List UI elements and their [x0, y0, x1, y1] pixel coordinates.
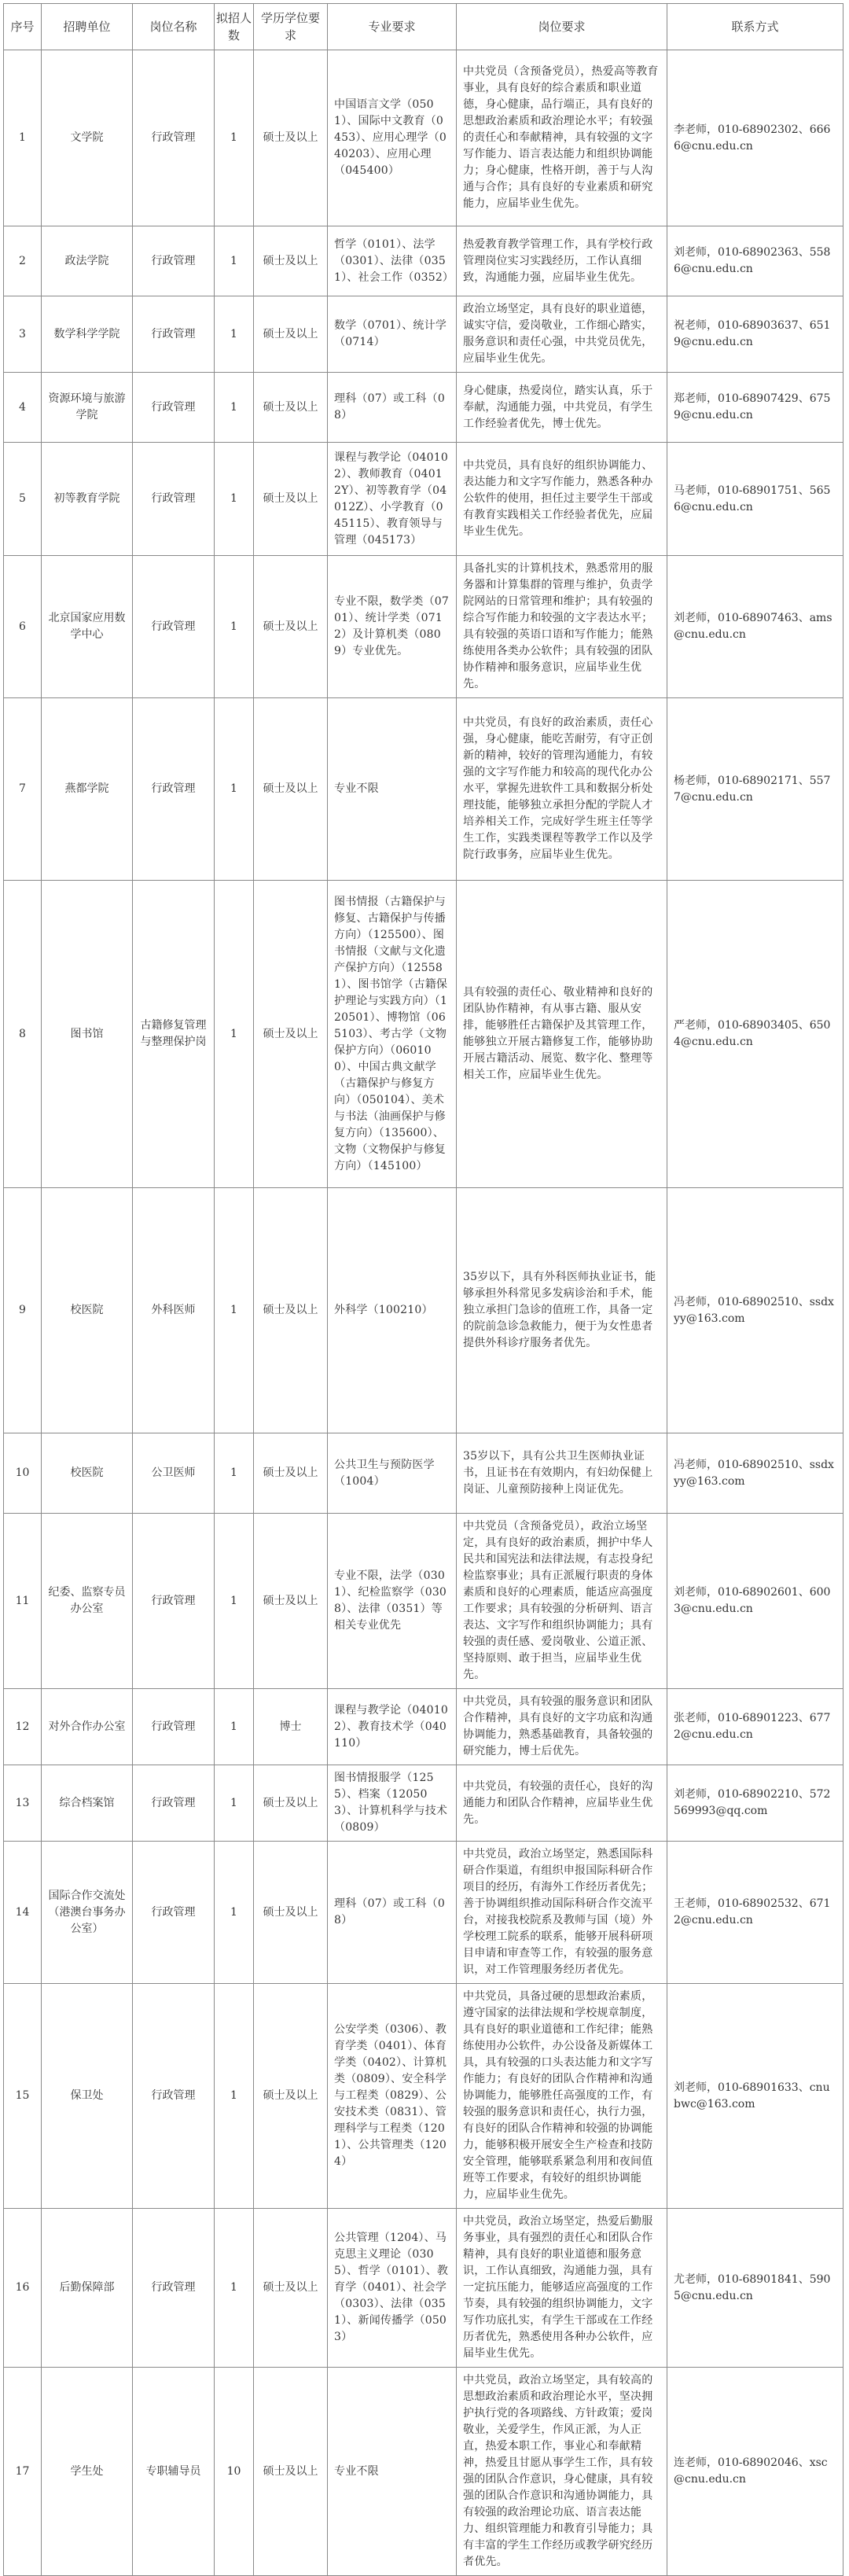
cell-count: 1	[215, 1842, 254, 1984]
cell-requirement: 35岁以下，具有公共卫生医师执业证书，且证书在有效期内，有妇幼保健上岗证、儿童预防接种上岗证优先。	[457, 1433, 667, 1514]
cell-count: 1	[215, 1984, 254, 2209]
cell-seq: 8	[4, 881, 42, 1188]
cell-seq: 15	[4, 1984, 42, 2209]
cell-seq: 7	[4, 698, 42, 881]
cell-contact: 刘老师，010-68907463、ams@cnu.edu.cn	[667, 556, 843, 698]
cell-major: 哲学（0101）、法学（0301）、法律（0351）、社会工作（0352）	[328, 226, 457, 296]
cell-contact: 郑老师，010-68907429、6759@cnu.edu.cn	[667, 373, 843, 443]
cell-education: 硕士及以上	[254, 1188, 328, 1433]
cell-seq: 11	[4, 1514, 42, 1689]
cell-requirement: 具备扎实的计算机技术，熟悉常用的服务器和计算集群的管理与维护，负责学院网站的日常管理和维护；具有较强的综合写作能力和较强的文字表达水平；具有较强的英语口语和写作能力；能熟练使用各类办公软件；具有较强的团队协作精神和服务意识，应届毕业生优先。	[457, 556, 667, 698]
cell-education: 硕士及以上	[254, 1765, 328, 1842]
cell-contact: 刘老师，010-68901633、cnubwc@163.com	[667, 1984, 843, 2209]
cell-position: 行政管理	[133, 698, 215, 881]
cell-major: 公共卫生与预防医学（1004）	[328, 1433, 457, 1514]
cell-requirement: 中共党员，政治立场坚定，热爱后勤服务事业，具有强烈的责任心和团队合作精神，具有良好的职业道德和服务意识，工作认真细致，沟通能力强，具有一定抗压能力，能够适应高强度的工作节奏，具有较强的组织协调能力，文字写作功底扎实，有学生干部或在工作经历者优先，熟悉使用各种办公软件，应届毕业生优先。	[457, 2209, 667, 2368]
cell-requirement: 中共党员，政治立场坚定，熟悉国际科研合作渠道，有组织申报国际科研合作项目的经历，有海外工作经历者优先；善于协调组织推动国际科研合作交流平台，对接我校院系及教师与国（境）外学校理工院系的联系，能够开展科研项目申请和审查等工作，有较强的服务意识，对工作管理服务经历者优先。	[457, 1842, 667, 1984]
cell-requirement: 中共党员，政治立场坚定，具有较高的思想政治素质和政治理论水平，坚决拥护执行党的各项路线、方针政策；爱岗敬业，关爱学生，作风正派，为人正直，热爱本职工作，事业心和奉献精神，热爱且甘愿从事学生工作，具有较强的团队合作意识，身心健康，具有较强的团队合作意识和沟通协调能力，具有较强的政治理论功底、语言表达能力、组织管理能力和教育引导能力；具有丰富的学生工作经历或教学研究经历者优先。	[457, 2368, 667, 2576]
cell-major: 公共管理（1204）、马克思主义理论（0305）、哲学（0101）、教育学（0401）、社会学（0303）、法律（0351）、新闻传播学（0503）	[328, 2209, 457, 2368]
header-count: 拟招人数	[215, 4, 254, 50]
cell-count: 1	[215, 443, 254, 556]
cell-position: 行政管理	[133, 373, 215, 443]
cell-major: 中国语言文学（0501）、国际中文教育（0453）、应用心理学（040203）、应用心理（045400）	[328, 50, 457, 226]
cell-seq: 13	[4, 1765, 42, 1842]
cell-position: 行政管理	[133, 443, 215, 556]
cell-seq: 3	[4, 296, 42, 373]
cell-unit: 数学科学学院	[42, 296, 133, 373]
cell-seq: 10	[4, 1433, 42, 1514]
cell-unit: 资源环境与旅游学院	[42, 373, 133, 443]
cell-education: 硕士及以上	[254, 50, 328, 226]
cell-major: 课程与教学论（040102）、教师教育（04012Y）、初等教育学（04012Z）、小学教育（045115）、教育领导与管理（045173）	[328, 443, 457, 556]
cell-contact: 马老师，010-68901751、5656@cnu.edu.cn	[667, 443, 843, 556]
cell-major: 专业不限	[328, 698, 457, 881]
cell-contact: 杨老师，010-68902171、5577@cnu.edu.cn	[667, 698, 843, 881]
cell-requirement: 中共党员，有良好的政治素质，责任心强，身心健康，能吃苦耐劳，有守正创新的精神，较好的管理沟通能力，有较强的文字写作能力和较高的现代化办公水平，掌握先进软件工具和数据分析处理技能，能够独立承担分配的学院人才培养相关工作，完成好学生班主任等学生工作，实践类课程等教学工作以及学院行政事务，应届毕业生优先。	[457, 698, 667, 881]
cell-contact: 刘老师，010-68902210、572569993@qq.com	[667, 1765, 843, 1842]
table-header-row	[4, 4, 843, 50]
cell-education: 硕士及以上	[254, 1842, 328, 1984]
cell-major: 专业不限，法学（0301）、纪检监察学（0308）、法律（0351）等相关专业优先	[328, 1514, 457, 1689]
cell-unit: 学生处	[42, 2368, 133, 2576]
cell-position: 行政管理	[133, 1842, 215, 1984]
cell-count: 1	[215, 1765, 254, 1842]
cell-position: 行政管理	[133, 2209, 215, 2368]
table-row	[4, 881, 843, 1188]
cell-education: 硕士及以上	[254, 556, 328, 698]
cell-major: 外科学（100210）	[328, 1188, 457, 1433]
cell-unit: 初等教育学院	[42, 443, 133, 556]
cell-education: 硕士及以上	[254, 1984, 328, 2209]
cell-position: 行政管理	[133, 50, 215, 226]
cell-position: 行政管理	[133, 1514, 215, 1689]
header-seq: 序号	[4, 4, 42, 50]
cell-unit: 综合档案馆	[42, 1765, 133, 1842]
cell-unit: 图书馆	[42, 881, 133, 1188]
header-education: 学历学位要求	[254, 4, 328, 50]
cell-seq: 16	[4, 2209, 42, 2368]
cell-unit: 政法学院	[42, 226, 133, 296]
cell-major: 理科（07）或工科（08）	[328, 1842, 457, 1984]
cell-requirement: 中共党员，具有较强的服务意识和团队合作精神，具有良好的文字功底和沟通协调能力，熟悉基础教育，具备较强的研究能力，博士后优先。	[457, 1689, 667, 1765]
table-row	[4, 698, 843, 881]
cell-count: 1	[215, 2209, 254, 2368]
cell-seq: 5	[4, 443, 42, 556]
cell-requirement: 中共党员，具备过硬的思想政治素质，遵守国家的法律法规和学校规章制度，具有良好的职业道德和工作纪律；能熟练使用办公软件，办公设备及新媒体工具，具有较强的口头表达能力和文字写作能力；有良好的团队合作精神和沟通协调能力，能够胜任高强度的工作，有较强的服务意识和责任心，执行力强，有良好的团队合作精神和较强的协调能力，能够积极开展安全生产检查和技防安全管理，能够联系紧急利用和夜间值班等工作要求，有较好的组织协调能力，应届毕业生优先。	[457, 1984, 667, 2209]
cell-count: 10	[215, 2368, 254, 2576]
cell-position: 公卫医师	[133, 1433, 215, 1514]
header-position: 岗位名称	[133, 4, 215, 50]
cell-contact: 连老师，010-68902046、xsc@cnu.edu.cn	[667, 2368, 843, 2576]
cell-contact: 刘老师，010-68902601、6003@cnu.edu.cn	[667, 1514, 843, 1689]
cell-unit: 对外合作办公室	[42, 1689, 133, 1765]
cell-requirement: 具有较强的责任心、敬业精神和良好的团队协作精神，有从事古籍、服从安排，能够胜任古籍保护及其管理工作，能够独立开展古籍修复工作，能够协助开展古籍活动、展览、数字化、整理等相关工作，应届毕业生优先。	[457, 881, 667, 1188]
cell-contact: 李老师，010-68902302、6666@cnu.edu.cn	[667, 50, 843, 226]
cell-major: 课程与教学论（040102）、教育技术学（040110）	[328, 1689, 457, 1765]
cell-seq: 17	[4, 2368, 42, 2576]
cell-unit: 保卫处	[42, 1984, 133, 2209]
table-row	[4, 50, 843, 226]
cell-education: 硕士及以上	[254, 2209, 328, 2368]
table-row	[4, 443, 843, 556]
cell-education: 硕士及以上	[254, 881, 328, 1188]
header-contact: 联系方式	[667, 4, 843, 50]
table-row	[4, 1433, 843, 1514]
cell-requirement: 35岁以下，具有外科医师执业证书，能够承担外科常见多发病诊治和手术，能独立承担门急诊的值班工作，具备一定的院前急诊急救能力，便于为女性患者提供外科诊疗服务者优先。	[457, 1188, 667, 1433]
cell-contact: 张老师，010-68901223、6772@cnu.edu.cn	[667, 1689, 843, 1765]
cell-unit: 燕都学院	[42, 698, 133, 881]
cell-major: 图书情报（古籍保护与修复、古籍保护与传播方向）（125500）、图书情报（文献与文化遗产保护方向）（125581）、图书馆学（古籍保护理论与实践方向）（120501）、博物馆（065103）、考古学（文物保护方向）（060100）、中国古典文献学（古籍保护与修复方向）（050104）、美术与书法（油画保护与修复方向）（135600）、文物（文物保护与修复方向）（145100）	[328, 881, 457, 1188]
table-row	[4, 373, 843, 443]
cell-major: 数学（0701）、统计学（0714）	[328, 296, 457, 373]
cell-requirement: 中共党员，具有良好的组织协调能力、表达能力和文字写作能力，熟悉各种办公软件的使用，担任过主要学生干部或有教育实践相关工作经验者优先，应届毕业生优先。	[457, 443, 667, 556]
cell-education: 硕士及以上	[254, 443, 328, 556]
cell-major: 专业不限，数学类（0701）、统计学类（0712）及计算机类（0809）专业优先。	[328, 556, 457, 698]
cell-unit: 校医院	[42, 1433, 133, 1514]
cell-major: 理科（07）或工科（08）	[328, 373, 457, 443]
table-row	[4, 1765, 843, 1842]
cell-education: 硕士及以上	[254, 1514, 328, 1689]
header-unit: 招聘单位	[42, 4, 133, 50]
cell-education: 硕士及以上	[254, 2368, 328, 2576]
cell-unit: 北京国家应用数学中心	[42, 556, 133, 698]
cell-position: 专职辅导员	[133, 2368, 215, 2576]
cell-education: 博士	[254, 1689, 328, 1765]
table-row	[4, 2209, 843, 2368]
cell-unit: 后勤保障部	[42, 2209, 133, 2368]
cell-count: 1	[215, 1188, 254, 1433]
cell-unit: 国际合作交流处（港澳台事务办公室）	[42, 1842, 133, 1984]
cell-position: 行政管理	[133, 226, 215, 296]
cell-major: 图书情报服学（1255）、档案（120503）、计算机科学与技术（0809）	[328, 1765, 457, 1842]
recruitment-table	[3, 3, 843, 2576]
table-row	[4, 1842, 843, 1984]
cell-major: 专业不限	[328, 2368, 457, 2576]
table-row	[4, 296, 843, 373]
cell-count: 1	[215, 373, 254, 443]
cell-requirement: 中共党员（含预备党员），热爱高等教育事业，具有良好的综合素质和职业道德，身心健康，品行端正，具有良好的思想政治素质和政治理论水平；有较强的责任心和奉献精神，具有较强的文字写作能力、语言表达能力和组织协调能力；身心健康，性格开朗，善于与人沟通与合作；具有良好的专业素质和研究能力，应届毕业生优先。	[457, 50, 667, 226]
cell-education: 硕士及以上	[254, 698, 328, 881]
cell-unit: 文学院	[42, 50, 133, 226]
table-row	[4, 1689, 843, 1765]
cell-contact: 王老师，010-68902532、6712@cnu.edu.cn	[667, 1842, 843, 1984]
cell-seq: 6	[4, 556, 42, 698]
cell-requirement: 中共党员，有较强的责任心，良好的沟通能力和团队合作精神，应届毕业生优先。	[457, 1765, 667, 1842]
cell-contact: 刘老师，010-68902363、5586@cnu.edu.cn	[667, 226, 843, 296]
table-row	[4, 556, 843, 698]
cell-major: 公安学类（0306）、教育学类（0401）、体育学类（0402）、计算机类（0809）、安全科学与工程类（0829）、公安技术类（0831）、管理科学与工程类（1201）、公共管理类（1204）	[328, 1984, 457, 2209]
cell-education: 硕士及以上	[254, 226, 328, 296]
table-row	[4, 1188, 843, 1433]
cell-position: 古籍修复管理与整理保护岗	[133, 881, 215, 1188]
cell-count: 1	[215, 881, 254, 1188]
cell-seq: 4	[4, 373, 42, 443]
cell-position: 行政管理	[133, 1984, 215, 2209]
cell-position: 行政管理	[133, 1689, 215, 1765]
cell-seq: 1	[4, 50, 42, 226]
cell-unit: 纪委、监察专员办公室	[42, 1514, 133, 1689]
cell-education: 硕士及以上	[254, 296, 328, 373]
cell-count: 1	[215, 1514, 254, 1689]
cell-position: 行政管理	[133, 556, 215, 698]
cell-count: 1	[215, 556, 254, 698]
cell-count: 1	[215, 1689, 254, 1765]
table-row	[4, 1984, 843, 2209]
cell-count: 1	[215, 698, 254, 881]
cell-requirement: 热爱教育教学管理工作，具有学校行政管理岗位实习实践经历，工作认真细致，沟通能力强，应届毕业生优先。	[457, 226, 667, 296]
cell-seq: 2	[4, 226, 42, 296]
cell-count: 1	[215, 226, 254, 296]
cell-contact: 尤老师，010-68901841、5905@cnu.edu.cn	[667, 2209, 843, 2368]
cell-count: 1	[215, 296, 254, 373]
cell-requirement: 政治立场坚定，具有良好的职业道德，诚实守信，爱岗敬业，工作细心踏实，服务意识和责任心强，中共党员优先，应届毕业生优先。	[457, 296, 667, 373]
cell-position: 外科医师	[133, 1188, 215, 1433]
cell-requirement: 身心健康，热爱岗位，踏实认真，乐于奉献，沟通能力强，中共党员，有学生工作经验者优先，博士优先。	[457, 373, 667, 443]
cell-position: 行政管理	[133, 296, 215, 373]
header-requirement: 岗位要求	[457, 4, 667, 50]
table-row	[4, 2368, 843, 2576]
cell-count: 1	[215, 1433, 254, 1514]
cell-position: 行政管理	[133, 1765, 215, 1842]
cell-contact: 祝老师，010-68903637、6519@cnu.edu.cn	[667, 296, 843, 373]
cell-education: 硕士及以上	[254, 1433, 328, 1514]
cell-contact: 冯老师，010-68902510、ssdxyy@163.com	[667, 1188, 843, 1433]
cell-count: 1	[215, 50, 254, 226]
cell-seq: 12	[4, 1689, 42, 1765]
table-row	[4, 1514, 843, 1689]
table-row	[4, 226, 843, 296]
header-major: 专业要求	[328, 4, 457, 50]
cell-requirement: 中共党员（含预备党员），政治立场坚定，具有良好的政治素质，拥护中华人民共和国宪法和法律法规，有志投身纪检监察事业；具有正派履行职责的身体素质和良好的心理素质，能适应高强度工作要求；具有较强的分析研判、语言表达、文字写作和组织协调能力；具有较强的责任感、爱岗敬业、公道正派、坚持原则、敢于担当，应届毕业生优先。	[457, 1514, 667, 1689]
cell-contact: 严老师，010-68903405、6504@cnu.edu.cn	[667, 881, 843, 1188]
cell-seq: 9	[4, 1188, 42, 1433]
cell-unit: 校医院	[42, 1188, 133, 1433]
cell-seq: 14	[4, 1842, 42, 1984]
cell-education: 硕士及以上	[254, 373, 328, 443]
cell-contact: 冯老师，010-68902510、ssdxyy@163.com	[667, 1433, 843, 1514]
